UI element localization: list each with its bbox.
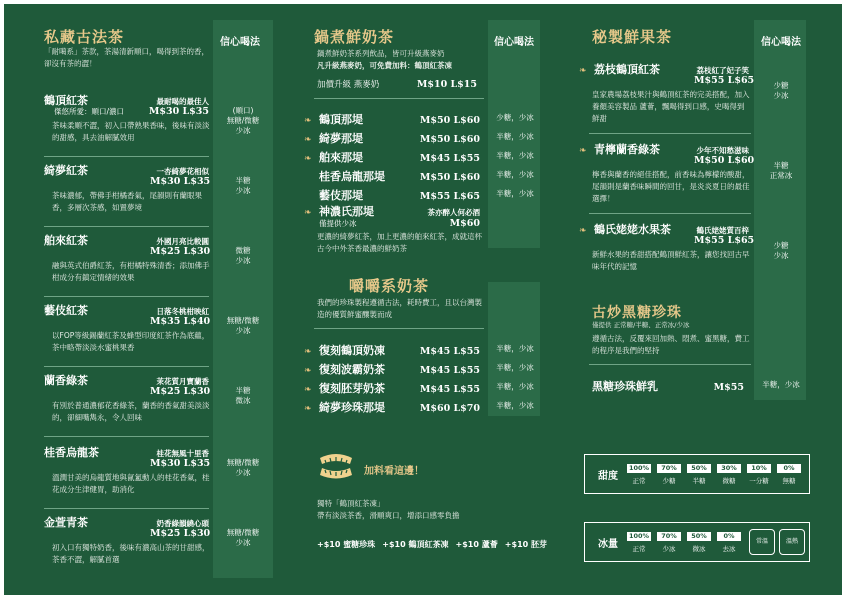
- col2-latte-row: [304, 111, 480, 127]
- col1-divider: [44, 436, 209, 437]
- leaf-icon: ❧: [304, 116, 312, 126]
- col3-title1: 秘製鮮果茶: [592, 28, 673, 46]
- col2-latte-name-wrap: [319, 168, 385, 184]
- col3-item-name: 荔枝鶴頂紅茶: [594, 63, 660, 76]
- col1-title: 私藏古法茶: [44, 28, 125, 46]
- col1-item-temp: 微糖 少冰: [235, 246, 251, 265]
- col3-item-temp: 少糖 少冰: [773, 241, 789, 260]
- col3-temp-tab: [754, 20, 806, 400]
- col1-item-tag: 桂花無風十里香: [156, 449, 209, 458]
- col3-sub2: 僅提供 正常糖/半糖、正常冰/少冰: [592, 321, 690, 329]
- ice-name: 正常: [632, 545, 646, 553]
- room-temp-badge: 常溫: [749, 529, 775, 555]
- col1-item-name: 藝伎紅茶: [44, 304, 88, 317]
- col1-item-price: M$35 L$40: [150, 316, 211, 327]
- col3-item-desc: 皇家農場荔枝果汁與鶴頂紅茶的完美搭配，加入養顏美容製品 蘆薈，飄喝得到口感，史喝得到鮮甜: [592, 90, 750, 123]
- col1-item-price: M$25 L$30: [150, 246, 211, 257]
- col1-item-desc: 以FOP等級錫蘭紅茶及蜂型印度紅茶作為底蘊，茶中略帶淡淡水蜜桃果香: [52, 331, 210, 352]
- col2-upgrade-label: 加價升級 燕麥奶: [317, 80, 380, 90]
- col2-addon-item: +$10 胚芽: [504, 540, 547, 549]
- col1-item-desc: 溫潤甘美的烏龍質地與氤氳動人的桂花香氣，桂花成分生津健胃，助消化: [52, 473, 210, 494]
- col2-intro2: 我們的珍珠製程遵循古法，耗時費工，且以台灣製造的優質鮮蜜釀製而成: [317, 298, 482, 319]
- ice-percent: 0%: [717, 532, 741, 541]
- hot-badge: 溫熱: [779, 529, 805, 555]
- col3-pearl-name: 黑糖珍珠鮮乳: [592, 380, 658, 393]
- col1-item-tag: 茉花質月寶蘭香: [156, 377, 209, 386]
- col2-title1: 鍋煮鮮奶茶: [314, 28, 395, 46]
- col3-divider: [589, 133, 751, 134]
- col2-chewy-name: 復刻鶴頂奶凍: [319, 344, 385, 357]
- col2-latte-price: M$45 L$55: [419, 153, 480, 164]
- leaf-icon: ❧: [304, 385, 312, 395]
- col2-latte-name-wrap: [319, 187, 363, 203]
- col3-divider: [589, 213, 751, 214]
- col2-chewy-price: M$45 L$55: [419, 365, 480, 376]
- col2-intro1b: 凡升級燕麥奶，可免費加料：鶴頂紅茶凍: [317, 61, 452, 70]
- sweetness-name: 微糖: [722, 477, 736, 485]
- col2-addon-item: +$10 蜜糖珍珠: [317, 540, 376, 549]
- ice-percent: 50%: [687, 532, 711, 541]
- col3-item-price: M$55 L$65: [694, 235, 755, 246]
- col2-chewy-price: M$60 L$70: [419, 403, 480, 414]
- col1-item-price: M$30 L$35: [150, 176, 211, 187]
- col3-pearl-row: [592, 378, 744, 394]
- col1-item-desc: 有別於普通濃郁花香綠茶，蘭香的香氣甜美淡淡的，卻細嘴雋永，令人回味: [52, 401, 210, 422]
- col3-item-tag: 鶴氏姥姥質百梓: [696, 226, 749, 235]
- col2-latte-name: 綺夢那堤: [319, 132, 363, 145]
- col3-item-name-wrap: [579, 221, 671, 237]
- col2-latte-name-wrap: [304, 130, 363, 146]
- col3-item-temp: 半糖 正常冰: [769, 161, 793, 180]
- col3-item-name-wrap: [579, 61, 660, 77]
- col3-pearl-price: M$55: [713, 382, 744, 393]
- col1-item-subrow: [54, 106, 209, 117]
- col1-divider: [44, 296, 209, 297]
- col3-item-price: M$50 L$60: [694, 155, 755, 166]
- col2-latte-row: [304, 149, 480, 165]
- col2-latte-name-wrap: [304, 111, 363, 127]
- ice-percent: 100%: [628, 532, 650, 540]
- col3-item-desc: 檸香與蘭香的絕佳搭配，前香味為檸檬的酸甜，尾韻則是蘭香味瞬間的回甘，是炎炎夏日的最佳選擇！: [592, 170, 750, 203]
- leaf-icon: ❧: [304, 208, 312, 218]
- col2-latte-price: M$50 L$60: [419, 172, 480, 183]
- col1-item-tag: 外國月亮比較圓: [156, 237, 209, 246]
- col2-upgrade-row: [317, 78, 477, 90]
- col2-chewy-temp: 半糖，少冰: [496, 401, 534, 410]
- col3-item-price: M$55 L$65: [694, 75, 755, 86]
- col2-addon-desc2: 帶有淡淡茶香，滑順爽口，增添口感零負擔: [317, 511, 460, 520]
- col3-item-name-wrap: [579, 141, 660, 157]
- col1-divider: [44, 226, 209, 227]
- col3-item-desc: 新鮮水果的香甜搭配鶴頂鮮紅茶，讓您找回古早味年代的記憶: [592, 250, 750, 271]
- col2-chewy-temp: 半糖，少冰: [496, 363, 534, 372]
- col2-chewy-row: [304, 399, 480, 415]
- col1-item-price: M$25 L$30: [150, 386, 211, 397]
- col2-latte-row: [304, 187, 480, 203]
- col2-special-desc: 更濃的綺夢紅茶，加上更濃的舶來紅茶，成就這杯古今中外茶香最濃的鮮奶茶: [317, 232, 482, 253]
- col2-latte-price: M$50 L$60: [419, 115, 480, 126]
- col3-item-tag: 少年不知愁滋味: [696, 146, 749, 155]
- col2-latte-name: 舶來那堤: [319, 151, 363, 164]
- col3-item-tag: 荔枝紅了妃子笑: [696, 66, 749, 75]
- col3-pearl-temp: 半糖，少冰: [762, 380, 800, 389]
- sweetness-percent: 70%: [657, 464, 681, 473]
- col1-item-tag: 一杏綺夢花相似: [156, 167, 209, 176]
- sweetness-scale: [584, 454, 810, 494]
- col2-intro1: 鍋煮鮮奶茶系列飲品，皆可升級燕麥奶: [317, 49, 445, 58]
- col2-title2: 嚼嚼系奶茶: [349, 277, 430, 295]
- sweetness-label: 甜度: [598, 471, 618, 482]
- col2-latte-temp: 半糖，少冰: [496, 170, 534, 179]
- col2-chewy-name: 綺夢珍珠那堤: [319, 401, 385, 414]
- col2-latte-name: 鶴頂那堤: [319, 113, 363, 126]
- teeth-icon: [317, 450, 355, 480]
- col1-item-temp: 無糖/微糖 少冰: [226, 316, 260, 335]
- col2-addon-list: [317, 539, 547, 550]
- col2-latte-temp: 半糖，少冰: [496, 151, 534, 160]
- col1-item-desc: 茶味柔順不澀，初入口帶熟果香味，後味有淡淡的甜感，具去油解膩效用: [52, 121, 210, 142]
- col2-chewy-name: 復刻波霸奶茶: [319, 363, 385, 376]
- col1-item-name: 金萱青茶: [44, 516, 88, 529]
- col2-chewy-row: [304, 380, 480, 396]
- col3-divider: [589, 364, 751, 365]
- col1-item-temp: 無糖/微糖 少冰: [226, 528, 260, 547]
- ice-percent: 70%: [657, 532, 681, 541]
- col2-chewy-name: 復刻胚芽奶茶: [319, 382, 385, 395]
- col2-chewy-name-wrap: [304, 380, 385, 396]
- col1-item-tag: 奶香綠韻繞心頭: [156, 519, 209, 528]
- col2-special-row: [304, 203, 480, 219]
- col2-addon-title: 加料看這邊！: [364, 466, 424, 477]
- leaf-icon: ❧: [579, 146, 587, 156]
- col1-item-price: M$30 L$35: [150, 458, 211, 469]
- col2-latte-name-wrap: [304, 149, 363, 165]
- col1-item-name: 舶來紅茶: [44, 234, 88, 247]
- col1-item-name: 綺夢紅茶: [44, 164, 88, 177]
- col2-divider2: [314, 328, 484, 329]
- col2-special-tag: 茶亦醉人何必酒: [427, 208, 480, 217]
- sweetness-percent: 50%: [687, 464, 711, 473]
- col1-item-tag: 日落冬桃柑映紅: [156, 307, 209, 316]
- col2-upgrade-price: M$10 L$15: [416, 79, 477, 90]
- col2-latte-temp: 半糖，少冰: [496, 132, 534, 141]
- col1-divider: [44, 156, 209, 157]
- sweetness-percent: 0%: [777, 464, 801, 473]
- leaf-icon: ❧: [304, 135, 312, 145]
- ice-name: 去冰: [722, 545, 736, 553]
- col2-latte-price: M$55 L$65: [419, 191, 480, 202]
- col2-latte-temp: 少糖，少冰: [496, 113, 534, 122]
- col1-item-price: M$30 L$35: [148, 106, 209, 117]
- col2-chewy-temp: 半糖，少冰: [496, 382, 534, 391]
- col2-latte-price: M$50 L$60: [419, 134, 480, 145]
- col1-item-temp: (順口) 無糖/微糖 少冰: [226, 106, 260, 135]
- leaf-icon: ❧: [304, 154, 312, 164]
- sweetness-name: 無糖: [782, 477, 796, 485]
- col3-item-name: 鶴氏姥姥水果茶: [594, 223, 671, 236]
- ice-name: 少冰: [662, 545, 676, 553]
- sweetness-percent: 30%: [717, 464, 741, 473]
- sweetness-name: 正常: [632, 477, 646, 485]
- col2-special-price: M$60: [449, 218, 480, 229]
- col1-item-sub: 傑悠所愛：順口/濃口: [54, 107, 125, 116]
- col1-intro: 「耐噶系」茶款，茶湯清新順口，喝得到茶的香，卻沒有茶的澀！: [44, 47, 209, 68]
- col1-divider: [44, 508, 209, 509]
- sweetness-name: 一分糖: [749, 477, 769, 485]
- col2-special-sub: 僅提供少冰: [319, 219, 357, 228]
- col1-item-temp: 半糖 微冰: [235, 386, 251, 405]
- menu-page: [4, 4, 842, 595]
- col2-addon-desc1: 獨特「鶴頂紅茶凍」: [317, 499, 385, 508]
- col2-chewy-temp: 半糖，少冰: [496, 344, 534, 353]
- col1-item-price: M$25 L$30: [150, 528, 211, 539]
- ice-scale: [584, 522, 810, 562]
- ice-label: 冰量: [598, 539, 618, 550]
- leaf-icon: ❧: [579, 66, 587, 76]
- col2-chewy-row: [304, 361, 480, 377]
- col2-special-name: 神濃氏那堤: [319, 205, 374, 218]
- col1-item-desc: 初入口有獨特奶香，後味有濃高山茶的甘甜感，茶香不澀，解膩首選: [52, 543, 210, 564]
- col1-item-desc: 茶味濃郁，帶佛手柑橘香氣，尾韻則有蘭眼果香，多層次茶感，如置夢境: [52, 191, 202, 212]
- col2-chewy-name-wrap: [304, 399, 385, 415]
- col2-chewy-price: M$45 L$55: [419, 384, 480, 395]
- sweetness-name: 半糖: [692, 477, 706, 485]
- col1-right-header: 信心喝法: [220, 37, 260, 48]
- sweetness-percent: 100%: [628, 464, 650, 472]
- col1-item-temp: 無糖/微糖 少冰: [226, 458, 260, 477]
- col3-right-header: 信心喝法: [761, 37, 801, 48]
- col2-latte-row: [304, 130, 480, 146]
- col1-item-desc: 融與英式伯爵紅茶，有柑橘特殊清香；添加佛手柑成分有鎮定情緒的效果: [52, 261, 210, 282]
- col3-item-temp: 少糖 少冰: [773, 81, 789, 100]
- col2-chewy-name-wrap: [304, 342, 385, 358]
- col2-chewy-row: [304, 342, 480, 358]
- col1-temp-tab: [213, 20, 273, 578]
- col2-latte-row: [304, 168, 480, 184]
- col2-addon-item: +$10 鶴頂紅茶凍: [382, 540, 449, 549]
- col2-latte-temp: 半糖，少冰: [496, 189, 534, 198]
- leaf-icon: ❧: [304, 404, 312, 414]
- col1-item-name: 鶴頂紅茶: [44, 94, 88, 107]
- col2-divider: [314, 98, 484, 99]
- col1-item-tag: 最耐喝的最佳人: [156, 97, 209, 106]
- col2-chewy-name-wrap: [304, 361, 385, 377]
- col1-divider: [44, 366, 209, 367]
- col1-item-name: 蘭香綠茶: [44, 374, 88, 387]
- col2-chewy-price: M$45 L$55: [419, 346, 480, 357]
- col2-latte-name: 桂香烏龍那堤: [319, 170, 385, 183]
- leaf-icon: ❧: [579, 226, 587, 236]
- sweetness-percent: 10%: [747, 464, 771, 473]
- col1-item-temp: 半糖 少冰: [235, 176, 251, 195]
- leaf-icon: ❧: [304, 347, 312, 357]
- col3-title2: 古炒黑糖珍珠: [592, 305, 682, 321]
- col2-addon-item: +$10 蘆薈: [455, 540, 498, 549]
- col2-latte-name: 藝伎那堤: [319, 189, 363, 202]
- col3-item-name: 青檸蘭香綠茶: [594, 143, 660, 156]
- col2-special-subrow: [319, 218, 480, 229]
- col1-item-name: 桂香烏龍茶: [44, 446, 99, 459]
- col3-desc2: 遵循古法，反覆來回加熱、悶煮、蜜黑糖，費工的程序是我們的堅持: [592, 334, 750, 355]
- sweetness-name: 少糖: [662, 477, 676, 485]
- leaf-icon: ❧: [304, 366, 312, 376]
- ice-name: 微冰: [692, 545, 706, 553]
- col2-right-header: 信心喝法: [494, 37, 534, 48]
